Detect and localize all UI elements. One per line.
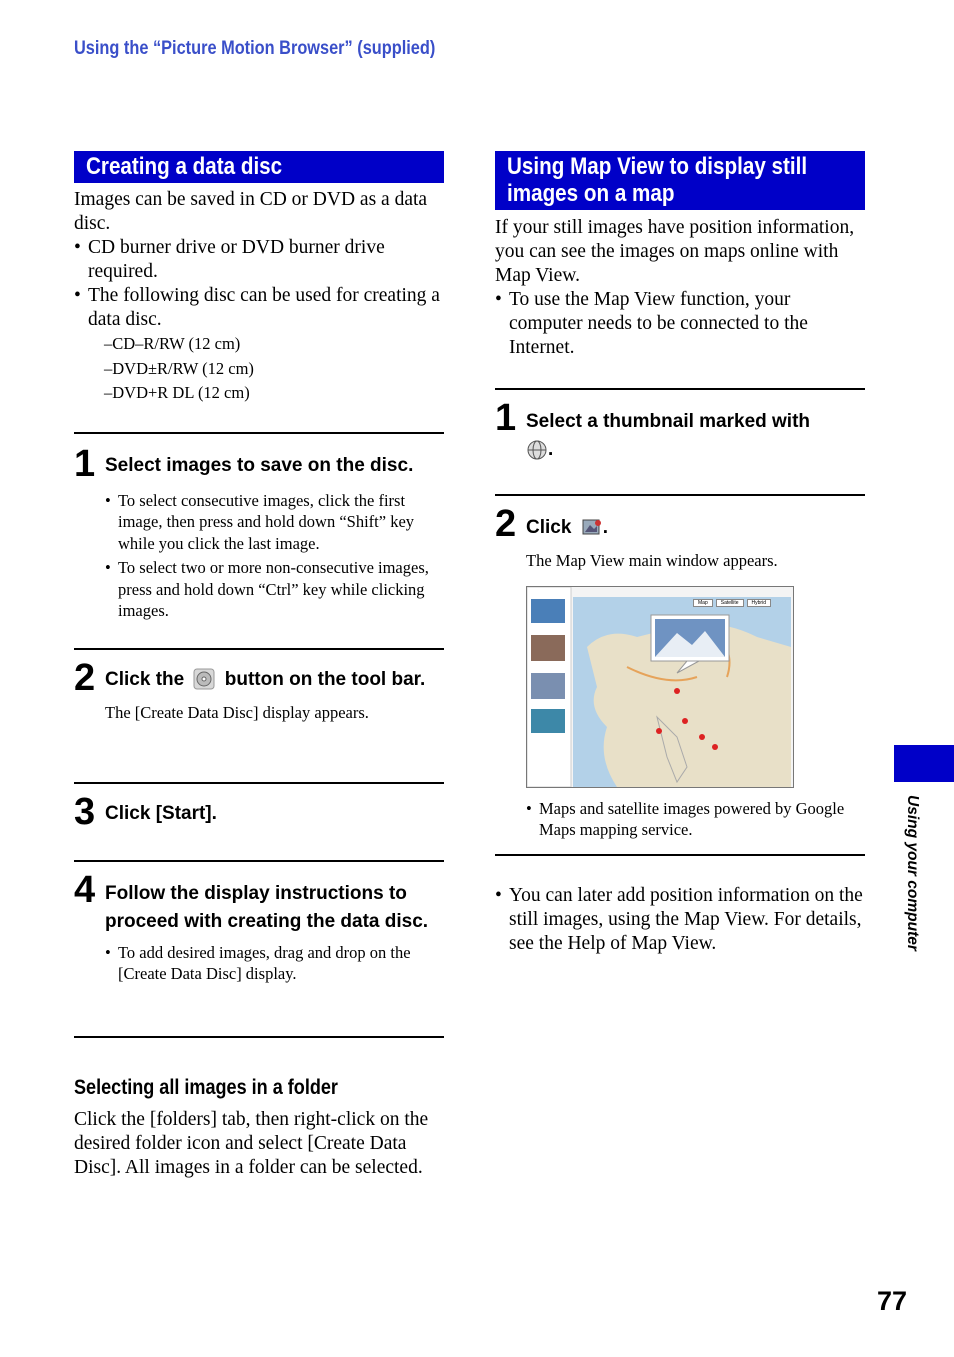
map-view-icon [581, 517, 603, 539]
list-item: • To use the Map View function, your computer needs to be connected to the Internet. [495, 289, 808, 358]
step-number: 4 [74, 868, 96, 911]
intro-text: Images can be saved in CD or DVD as a data disc. [74, 189, 428, 234]
step-number: 2 [495, 503, 517, 545]
disc-icon [193, 668, 215, 690]
side-tab-label: Using your computer [904, 795, 921, 951]
map-view-screenshot [526, 586, 794, 788]
divider [495, 854, 865, 856]
step-title: Select images to save on the disc. [105, 454, 414, 476]
hybrid-tab[interactable]: Hybrid [747, 599, 771, 607]
disc-type-item: –DVD±R/RW (12 cm) [104, 358, 254, 378]
step-3 [74, 782, 444, 860]
running-head: Using the “Picture Motion Browser” (supplied) [74, 38, 436, 59]
satellite-tab[interactable]: Satellite [716, 599, 744, 607]
disc-type-item: –CD–R/RW (12 cm) [104, 334, 241, 353]
step-1 [495, 388, 865, 494]
step-title: Click [Start]. [105, 802, 217, 824]
page-number: 77 [877, 1286, 908, 1316]
step-number: 1 [74, 442, 96, 485]
step-2 [495, 494, 865, 854]
list-item: • CD burner drive or DVD burner drive required. [74, 237, 385, 282]
step-note: The Map View main window appears. [526, 551, 778, 570]
intro-text: If your still images have position information, you can see the images on maps online with Map View. [495, 217, 855, 286]
step-title: Select a thumbnail marked with . [526, 411, 811, 460]
step-note: The [Create Data Disc] display appears. [105, 702, 369, 722]
step-number: 2 [74, 656, 96, 699]
list-item: • To select two or more non-consecutive images, press and hold down “Ctrl” key while clicking images. [105, 558, 429, 620]
step-title: Follow the display instructions to proceed with creating the data disc. [105, 882, 429, 932]
right-column [495, 151, 865, 956]
map-tab[interactable]: Map [693, 599, 713, 607]
step-title: Click the button on the tool bar. [105, 668, 426, 690]
step-1 [74, 432, 444, 648]
section-title-data-disc: Creating a data disc [74, 151, 444, 183]
note-item: • You can later add position information on the still images, using the Map View. For details, see the Help of Map View. [495, 885, 863, 954]
step-4 [74, 860, 444, 1036]
map-view-image [527, 587, 793, 787]
list-item: • Maps and satellite images powered by Google Maps mapping service. [526, 798, 845, 839]
divider [74, 1036, 444, 1038]
step-title: Click . [526, 517, 608, 538]
step-number: 1 [495, 397, 517, 439]
list-item: • The following disc can be used for creating a data disc. [74, 285, 440, 330]
section-title-map-view: Using Map View to display still images on a map [495, 151, 865, 210]
list-item: • To add desired images, drag and drop on the [Create Data Disc] display. [105, 942, 411, 983]
side-tab [894, 745, 954, 782]
disc-type-item: –DVD+R DL (12 cm) [104, 383, 250, 402]
globe-icon [526, 439, 548, 461]
left-column [74, 151, 444, 1180]
step-2 [74, 648, 444, 782]
list-item: • To select consecutive images, click the first image, then press and hold down “Shift” key while you click the last image. [105, 490, 415, 553]
step-number: 3 [74, 790, 96, 833]
subsection-title: Selecting all images in a folder [74, 1075, 338, 1099]
map-type-tabs [693, 599, 771, 607]
subsection-text: Click the [folders] tab, then right-click on the desired folder icon and select [Create Data Disc]. All images in a folder can be selected. [74, 1108, 429, 1178]
